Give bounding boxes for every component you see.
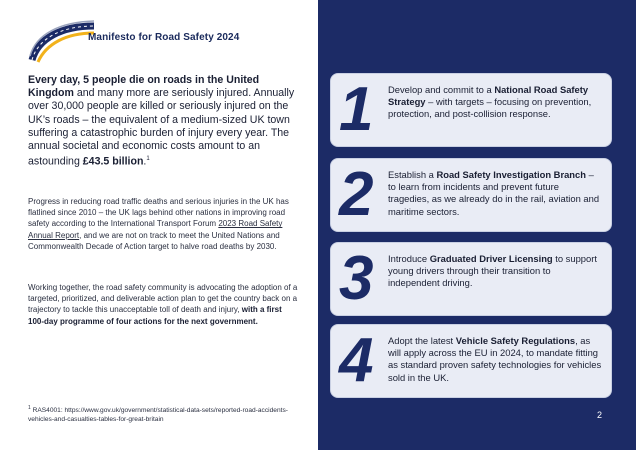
body-paragraph-2 bbox=[28, 282, 298, 327]
action-card-4 bbox=[330, 324, 612, 398]
footnote bbox=[28, 404, 308, 424]
action-number: 1 bbox=[339, 75, 374, 144]
action-text bbox=[388, 253, 602, 290]
report-link[interactable]: 2023 Road Safety Annual Report bbox=[28, 219, 283, 240]
footnote-text: RAS4001: https://www.gov.uk/government/statistical-data-sets/reported-road-accidents-vehicles-and-casualties-tables-for-great-britain bbox=[28, 407, 288, 424]
lead-text-2: . bbox=[143, 155, 147, 168]
action-text-start: Establish a bbox=[388, 169, 437, 180]
page-title: Manifesto for Road Safety 2024 bbox=[88, 32, 240, 43]
lead-paragraph bbox=[28, 74, 298, 169]
action-card-1 bbox=[330, 73, 612, 147]
action-title: Road Safety Investigation Branch bbox=[436, 169, 586, 180]
action-title: Vehicle Safety Regulations bbox=[455, 335, 576, 346]
action-title: National Road Safety Strategy bbox=[388, 84, 589, 108]
action-card-2 bbox=[330, 158, 612, 232]
action-text bbox=[388, 335, 602, 384]
action-text bbox=[388, 169, 602, 218]
lead-bold-1: Every day, 5 people die on roads in the United Kingdom bbox=[28, 74, 260, 100]
action-title: Graduated Driver Licensing bbox=[429, 253, 553, 264]
action-card-3 bbox=[330, 242, 612, 316]
body-paragraph-1 bbox=[28, 196, 298, 252]
action-number: 2 bbox=[339, 160, 374, 229]
action-text bbox=[388, 84, 602, 121]
para2-text-1: Working together, the road safety community is advocating the adoption of a targeted, prioritized, and deliverable action plan to get the country back on a trajectory to tackle this unacceptable toll of death and injury, bbox=[28, 283, 298, 315]
footnote-number: 1 bbox=[28, 405, 31, 411]
action-text-start: Develop and commit to a bbox=[388, 84, 495, 95]
action-text-end: to support young drivers through their transition to independent driving. bbox=[388, 253, 597, 289]
footnote-ref: 1 bbox=[146, 156, 150, 163]
para2-bold: with a first 100-day programme of four actions for the next government. bbox=[28, 305, 282, 326]
action-number: 4 bbox=[339, 326, 374, 395]
action-number: 3 bbox=[339, 244, 374, 313]
lead-bold-2: £43.5 billion bbox=[82, 155, 144, 168]
action-text-start: Adopt the latest bbox=[388, 335, 456, 346]
para1-text-2: , and we are not on track to meet the United Nations and Commonwealth Decade of Action target to halve road deaths by 2030. bbox=[28, 230, 280, 251]
page-number: 2 bbox=[597, 410, 603, 420]
action-text-start: Introduce bbox=[388, 253, 430, 264]
para1-text-1: Progress in reducing road traffic deaths and serious injuries in the UK has flatlined since 2010 – the UK lags behind other nations in improving road safety according to the International Transport Forum bbox=[28, 197, 289, 229]
action-text-end: – to learn from incidents and prevent future tragedies, as we already do in the rail, aviation and maritime sectors. bbox=[388, 169, 600, 217]
lead-text-1: and many more are seriously injured. Annually over 30,000 people are killed or seriously injured on the UK’s roads – the equivalent of a medium-sized UK town suffering a catastrophic burden of injury every year. The annual societal and economic costs amount to an astounding bbox=[28, 87, 295, 168]
action-text-end: , as will apply across the EU in 2024, to mandate fitting as standard proven safety technologies for vehicles sold in the UK. bbox=[388, 335, 602, 383]
action-text-end: – with targets – focusing on prevention, protection, and post-collision response. bbox=[388, 96, 592, 120]
